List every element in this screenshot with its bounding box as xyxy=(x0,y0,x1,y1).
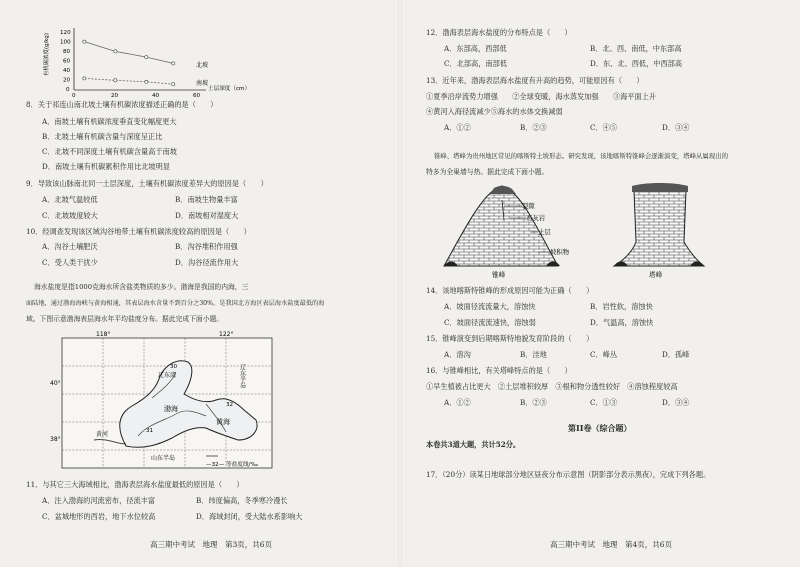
isohaline-30-label: 30 xyxy=(170,364,178,370)
q13-option-d[interactable]: D．③④ xyxy=(662,123,690,132)
soil-layer-label: 土层 xyxy=(538,228,551,236)
q12-stem: 12．渤海表层海水盐度的分布特点是（ ） xyxy=(426,28,572,37)
longitude-118-label: 118° xyxy=(96,331,111,338)
longitude-122-label: 122° xyxy=(219,331,234,338)
cone-peak-label: 锥峰 xyxy=(492,271,506,279)
crack-label: 裂隙 xyxy=(522,202,535,210)
q14-stem: 14．该地喀斯特锥峰的形成原因可能为正确（ ） xyxy=(426,286,594,295)
data-point xyxy=(145,80,148,83)
q15-stem: 15．锥峰演变到后期喀斯特地貌发育阶段的（ ） xyxy=(426,334,594,343)
q14-option-a[interactable]: A．坡面径流流量大，溶蚀快 xyxy=(444,302,536,311)
liaodong-bay-label: 辽东湾 xyxy=(158,372,177,379)
x-tick: 60 xyxy=(193,93,201,99)
y-tick: 20 xyxy=(63,77,71,84)
series-line-north xyxy=(84,42,173,64)
debris-label: 坡积物 xyxy=(550,248,570,256)
liaodong-peninsula-label: 辽东半岛 xyxy=(238,364,246,388)
q10-option-c[interactable]: C．受人类干扰少 xyxy=(42,258,98,267)
y-tick: 40 xyxy=(63,68,71,74)
data-point xyxy=(145,56,148,59)
q14-option-c[interactable]: C．坡面径流流速快，溶蚀弱 xyxy=(444,318,536,327)
q10-option-b[interactable]: B．沟谷堆积作用强 xyxy=(175,242,238,251)
y-axis-label: 有机碳浓度(g/kg) xyxy=(44,33,50,76)
q9-option-d[interactable]: D．南坡相对湿度大 xyxy=(175,211,239,220)
page-4 xyxy=(400,0,800,567)
x-tick: 20 xyxy=(111,93,119,99)
data-point xyxy=(83,77,86,80)
y-tick: 60 xyxy=(63,58,71,65)
q16-option-c[interactable]: C．①③ xyxy=(590,398,618,407)
limestone-label: 石灰岩 xyxy=(526,214,546,222)
q13-stem: 13．近年来，渤海表层海水盐度有升高的趋势，可能原因有（ ） xyxy=(426,76,644,85)
bohai-label: 渤海 xyxy=(164,405,178,413)
cone-peak xyxy=(444,186,558,266)
q8-stem: 8．关于祁连山南北坡土壤有机碳浓度描述正确的是（ ） xyxy=(26,100,218,109)
q8-option-b[interactable]: B．北坡土壤有机碳含量与深度呈正比 xyxy=(42,132,163,141)
q12-option-b[interactable]: B．北、西、南低，中东部高 xyxy=(590,44,682,53)
q16-statements: ①早生植被占比更大 ②土层堆积较厚 ③根和物分透性较好 ④溶蚀程度较高 xyxy=(426,382,678,391)
q8-option-a[interactable]: A．南坡土壤有机碳浓度垂直变化幅度更大 xyxy=(42,117,177,126)
karst-peak-diagram xyxy=(434,180,714,280)
page-footer: 高三期中考试 地理 第3页，共6页 xyxy=(150,540,273,549)
q10-option-a[interactable]: A．沟谷土壤肥沃 xyxy=(42,242,98,251)
y-tick: 120 xyxy=(60,30,71,36)
q14-option-d[interactable]: D．气温高，溶蚀快 xyxy=(590,318,654,327)
q11-option-b[interactable]: B．纬度偏高，冬季寒冷漫长 xyxy=(196,496,288,505)
q16-option-d[interactable]: D．③④ xyxy=(662,398,690,407)
q14-option-b[interactable]: B．岩性软，溶蚀快 xyxy=(590,302,653,311)
passage-line: 面陆地，通过渤海海峡与黄海相通，其表层海水含量不到百分之30%，是我国北方海区表层海水盐度最低的海 xyxy=(26,300,325,307)
q9-option-c[interactable]: C．北坡坡度较大 xyxy=(42,211,98,220)
q16-option-b[interactable]: B．②③ xyxy=(520,398,547,407)
y-tick: 100 xyxy=(60,39,71,46)
passage-line: 海水盐度是指1000克海水所含盐类物质的多少。渤海是我国的内海，三 xyxy=(34,283,249,291)
data-point xyxy=(83,40,86,43)
y-tick: 80 xyxy=(63,49,71,55)
latitude-38-label: 38° xyxy=(50,436,61,443)
q15-option-d[interactable]: D．孤峰 xyxy=(662,350,690,359)
tower-peak-label: 塔峰 xyxy=(649,271,663,279)
x-axis-label: 土层深度（cm） xyxy=(208,86,251,92)
q16-option-a[interactable]: A．①② xyxy=(444,398,471,407)
q11-option-c[interactable]: C．盆城地形的西岩，地下水位较高 xyxy=(42,512,156,521)
section-title: 第II卷（综合题） xyxy=(568,423,632,433)
series-label-south: 南坡 xyxy=(196,80,209,87)
q17-stem: 17．（20分）读某日地球部分地区昼夜分布示意图（阴影部分表示黑夜），完成下列各题。 xyxy=(426,470,711,479)
series-label-north: 北坡 xyxy=(196,62,209,69)
page-footer: 高三期中考试 地理 第4页，共6页 xyxy=(550,540,673,549)
q15-option-a[interactable]: A．溶沟 xyxy=(444,350,471,359)
q8-option-d[interactable]: D．南坡土壤有机碳累积作用比北坡明显 xyxy=(42,162,170,171)
q11-option-a[interactable]: A．注入渤海的河流密布，径流丰富 xyxy=(42,496,156,505)
huanghai-label: 黄海 xyxy=(216,418,230,426)
q13-option-c[interactable]: C．④⑤ xyxy=(590,123,618,132)
q10-option-d[interactable]: D．沟谷径流作用大 xyxy=(175,258,239,267)
q12-option-c[interactable]: C．北部高，南部低 xyxy=(444,59,508,68)
shandong-peninsula-label: 山东半岛 xyxy=(151,455,176,462)
passage-line: 锥峰、塔峰为贵州地区常见的喀斯特土坡形态。研究发现，该地喀斯特锥峰会逐渐演变，塔峰从属现出的 xyxy=(434,152,728,160)
soil-carbon-chart xyxy=(38,14,278,104)
y-tick: 0 xyxy=(66,87,70,93)
q9-option-b[interactable]: B．南坡生物量丰富 xyxy=(175,195,238,204)
q13-option-a[interactable]: A．①② xyxy=(444,123,471,132)
passage-line: 域。下图示意渤海表层海水年平均盐度分布。据此完成下面小题。 xyxy=(26,315,224,323)
data-point xyxy=(114,79,117,82)
q12-option-d[interactable]: D．东、北、西低，中西部高 xyxy=(590,59,683,68)
series-line-south xyxy=(84,78,173,84)
map-legend: —32— 等盐度线/‰ xyxy=(206,462,258,468)
q13-statements-1: ①夏季沿岸流势力增强 ②全球变暖，海水蒸发加强 ③海平面上升 xyxy=(426,92,657,101)
x-tick: 0 xyxy=(72,93,76,99)
q15-option-c[interactable]: C．峰丛 xyxy=(590,350,618,359)
x-tick: 40 xyxy=(152,93,160,99)
q13-option-b[interactable]: B．②③ xyxy=(520,123,547,132)
q8-option-c[interactable]: C．北坡不同深度土壤有机碳含量高于南坡 xyxy=(42,147,177,156)
data-point xyxy=(172,83,175,86)
q11-option-d[interactable]: D．海域封闭，受大陆水系影响大 xyxy=(196,512,303,521)
q16-stem: 16．与锥峰相比，有关塔峰特点的是（ ） xyxy=(426,366,572,375)
q9-stem: 9．导致该山脉南北同一土层深度，土壤有机碳浓度差异大的原因是（ ） xyxy=(26,179,268,188)
q13-statements-2: ④黄河入海径流减少⑤海水的水体交换减弱 xyxy=(426,107,563,116)
isohaline-31-label: 31 xyxy=(146,428,154,434)
section-note: 本卷共3道大题，共计52分。 xyxy=(426,440,521,449)
q15-option-b[interactable]: B．洼地 xyxy=(520,350,547,359)
passage-line: 特多为全巢墙与热。据此完成下面小题。 xyxy=(426,168,549,176)
data-point xyxy=(172,62,175,65)
tower-peak xyxy=(614,190,704,266)
q11-stem: 11．与其它三大海域相比，渤海表层海水盐度最低的原因是（ ） xyxy=(26,480,244,489)
q12-option-a[interactable]: A．东部高，西部低 xyxy=(444,44,507,53)
bohai-salinity-map xyxy=(50,328,278,474)
q9-option-a[interactable]: A．北坡气温较低 xyxy=(42,195,98,204)
yellow-river-label: 黄河 xyxy=(96,431,109,438)
q10-stem: 10．经调查发现该区域沟谷地带土壤有机碳浓度较高的原因是（ ） xyxy=(26,227,251,236)
isohaline-32-label: 32 xyxy=(226,402,234,408)
latitude-40-label: 40° xyxy=(50,380,61,387)
data-point xyxy=(114,50,117,53)
